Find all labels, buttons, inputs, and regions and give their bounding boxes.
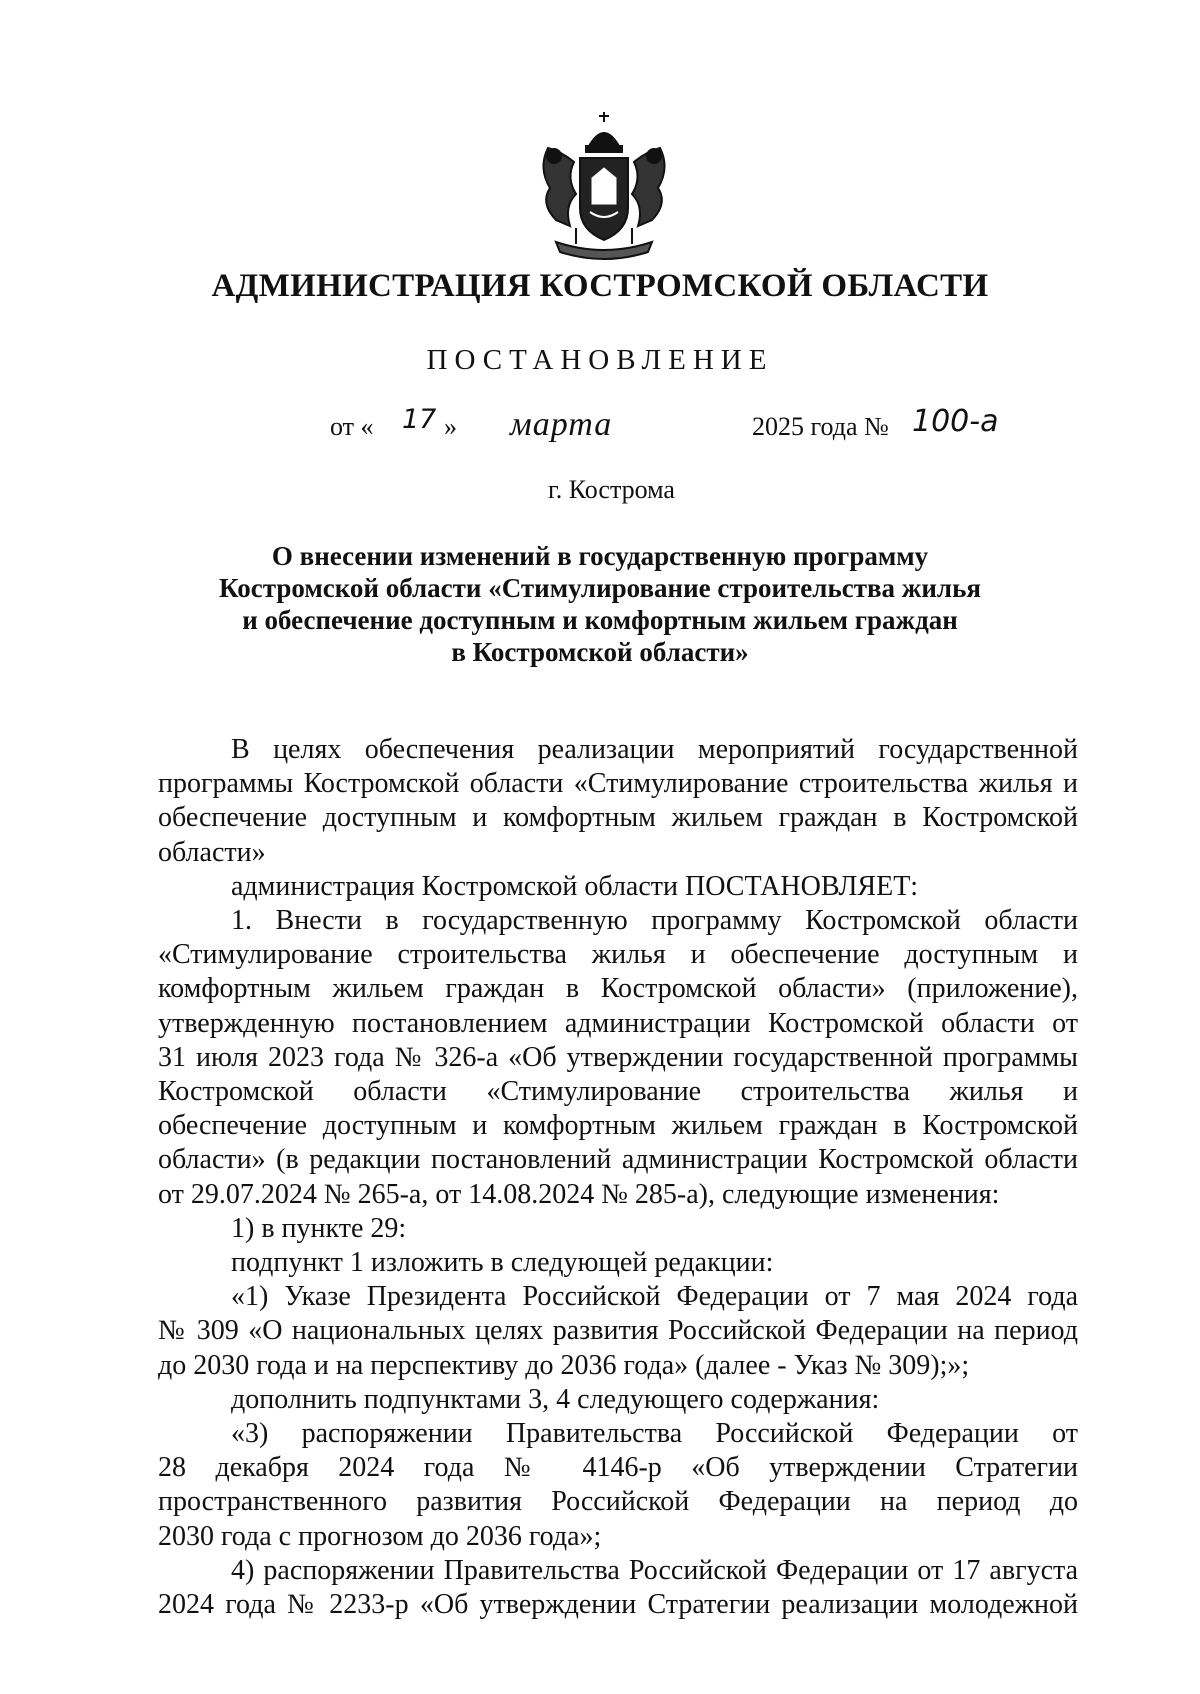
body-line: № 309 «О национальных целях развития Российской Федерации на период <box>158 1315 1078 1347</box>
kostroma-coat-of-arms-icon <box>536 108 672 268</box>
body-line: программы Костромской области «Стимулирование строительства жилья и <box>158 768 1078 800</box>
subject-line: О внесении изменений в государственную программу <box>271 541 929 571</box>
date-prefix: от « <box>330 412 374 441</box>
body-line: 2024 года № 2233-р «Об утверждении Стратегии реализации молодежной <box>158 1589 1078 1621</box>
date-month-handwritten: марта <box>510 406 613 443</box>
body-line: дополнить подпунктами 3, 4 следующего содержания: <box>231 1383 880 1415</box>
body-line: пространственного развития Российской Федерации на период до <box>158 1486 1078 1518</box>
body-line: 31 июля 2023 года № 326-а «Об утверждении государственной программы <box>158 1041 1078 1073</box>
city: г. Кострома <box>548 475 675 504</box>
document-type: ПОСТАНОВЛЕНИЕ <box>426 344 774 376</box>
date-number-line <box>0 404 1200 454</box>
body-line: подпункт 1 изложить в следующей редакции: <box>231 1247 774 1279</box>
date-day-close: » <box>444 412 457 441</box>
body-line: обеспечение доступным и комфортным жильем граждан в Костромской <box>158 802 1078 834</box>
body-line: от 29.07.2024 № 265-а, от 14.08.2024 № 285-а), следующие изменения: <box>158 1178 1000 1210</box>
body-line: 4) распоряжении Правительства Российской Федерации от 17 августа <box>231 1554 1078 1586</box>
subject-line: и обеспечение доступным и комфортным жильем граждан <box>242 605 958 635</box>
body-line: администрация Костромской области ПОСТАНОВЛЯЕТ: <box>231 870 919 902</box>
body-line: области» (в редакции постановлений администрации Костромской области <box>158 1144 1078 1176</box>
body-line: Костромской области «Стимулирование строительства жилья и <box>158 1076 1078 1108</box>
organization-title: АДМИНИСТРАЦИЯ КОСТРОМСКОЙ ОБЛАСТИ <box>211 268 989 304</box>
body-line: обеспечение доступным и комфортным жильем граждан в Костромской <box>158 1110 1078 1142</box>
body-line: «Стимулирование строительства жилья и обеспечение доступным и <box>158 939 1078 971</box>
body-line: комфортным жильем граждан в Костромской области» (приложение), <box>158 973 1078 1005</box>
body-line: 2030 года с прогнозом до 2036 года»; <box>158 1520 602 1552</box>
subject-line: Костромской области «Стимулирование строительства жилья <box>219 573 981 603</box>
subject-line: в Костромской области» <box>451 637 749 667</box>
document-subject <box>160 540 1040 668</box>
body-line: 28 декабря 2024 года № 4146-р «Об утверждении Стратегии <box>158 1452 1078 1484</box>
document-number-handwritten: 100-а <box>912 404 999 439</box>
body-line: области» <box>158 836 266 868</box>
date-day-handwritten: 17 <box>402 404 437 435</box>
body-line: 1. Внести в государственную программу Костромской области <box>231 905 1078 937</box>
body-line: В целях обеспечения реализации мероприятий государственной <box>231 734 1078 765</box>
document-body <box>158 733 1078 1622</box>
body-line: «3) распоряжении Правительства Российской Федерации от <box>231 1418 1078 1450</box>
body-line: до 2030 года и на перспективу до 2036 года» (далее - Указ № 309);»; <box>158 1349 970 1381</box>
body-line: 1) в пункте 29: <box>231 1212 407 1244</box>
body-line: «1) Указе Президента Российской Федерации от 7 мая 2024 года <box>231 1281 1078 1313</box>
date-year-label: 2025 года № <box>752 412 889 441</box>
body-line: утвержденную постановлением администрации Костромской области от <box>158 1007 1078 1039</box>
